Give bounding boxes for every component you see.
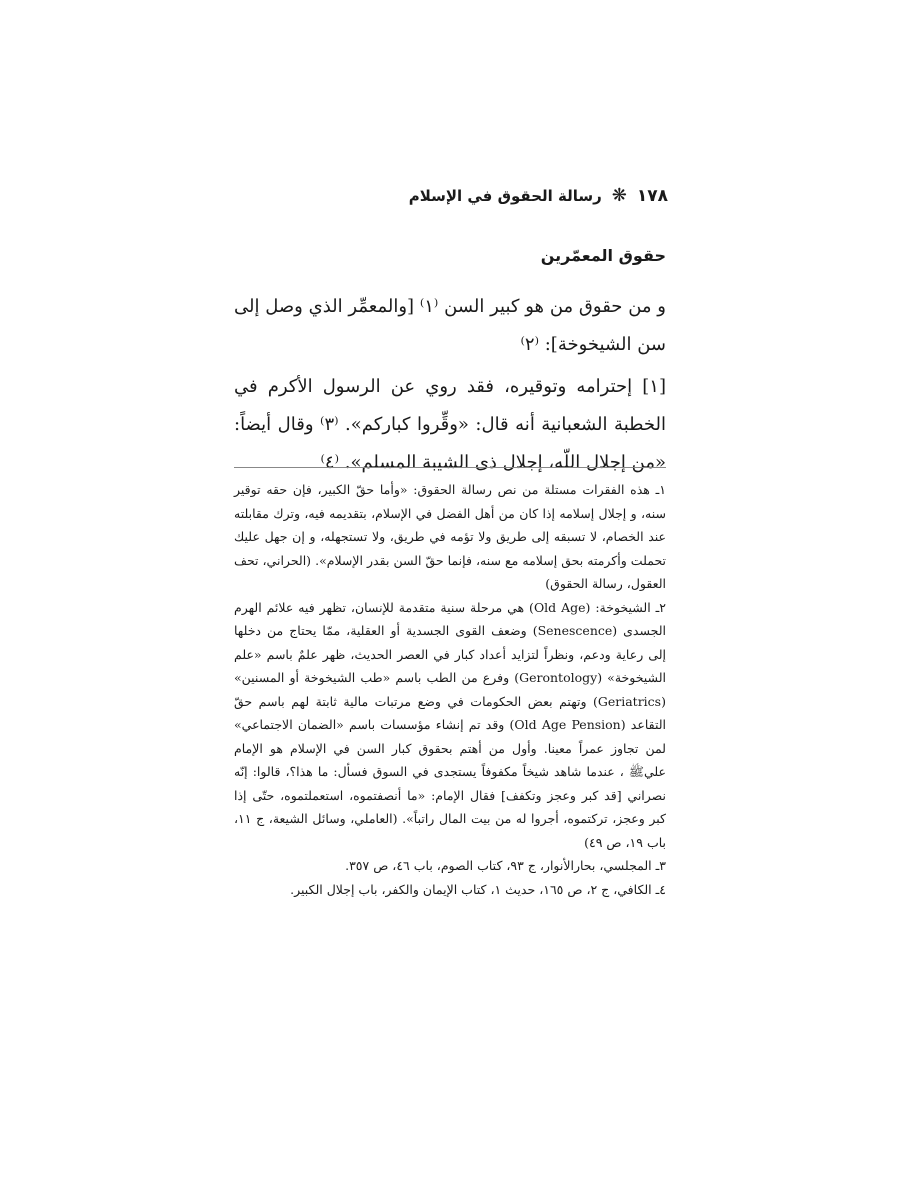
footnote-3: ٣ـ المجلسي، بحارالأنوار، ج ٩٣، كتاب الصوم، باب ٤٦، ص ٣٥٧.	[345, 858, 666, 873]
body-paragraph-1: و من حقوق من هو كبير السن ⁽١⁾ [والمعمِّر الذي وصل إلى سن الشيخوخة]: ⁽٢⁾	[234, 296, 666, 355]
flower-ornament-icon: ❋	[611, 185, 627, 206]
footnote-2: ٢ـ الشيخوخة: (Old Age) هي مرحلة سنية متقدمة للإنسان، تظهر فيه علائم الهرم الجسدى (Senescence) وضعف القوى الجسدية أو العقلية، ممّا يحتاج من دخلها إلى رعاية ودعم، ونظراً لتزايد أعداد كبار في العصر الحديث، ظهر علمٌ باسم «علم الشيخوخة» (Gerontology) وفرع من الطب باسم «طب الشيخوخة أو المسنين» (Geriatrics) وتهتم بعض الحكومات في وضع مرتبات مالية ثابتة لهم باسم حقّ التقاعد (Old Age Pension) وقد تم إنشاء مؤسسات باسم «الضمان الاجتماعي» لمن تجاوز عمراً معينا. وأول من أهتم بحقوق كبار السن في الإسلام هو الإمام عليﷺ ، عندما شاهد شيخاً مكفوفاً يستجدى في السوق فسأل: ما هذا؟، قالوا: إنّه نصراني [قد كبر وعجز وتكفف] فقال الإمام: «ما أنصفتموه، استعملتموه، حتّى إذا كبر وعجز، تركتموه، أجروا له من بيت المال راتباً». (العاملي، وسائل الشيعة، ج ١١، باب ١٩، ص ٤٩)	[234, 599, 666, 850]
body-text	[234, 288, 666, 486]
footnotes	[234, 478, 666, 901]
section-title: حقوق المعمّرين	[540, 246, 666, 265]
footnote-1: ١ـ هذه الفقرات مستلة من نص رسالة الحقوق: «وأما حقّ الكبير، فإن حقه توقير سنه، و إجلال إسلامه إذا كان من أهل الفضل في الإسلام، بتقديمه فيه، وترك مقابلته عند الخصام، لا تسبقه إلى طريق ولا تؤمه في طريق، ولا تستجهله، و إن جهل عليك تحملت وأكرمته بحق إسلامه مع سنه، فإنما حقّ السن بقدر الإسلام». (الحراني، تحف العقول، رسالة الحقوق)	[234, 482, 666, 591]
running-header	[232, 186, 668, 206]
book-title: رسالة الحقوق في الإسلام	[408, 187, 602, 205]
footnote-4: ٤ـ الكافي، ج ٢، ص ١٦٥، حديث ١، كتاب الإيمان والكفر، باب إجلال الكبير.	[290, 881, 666, 897]
body-paragraph-2: [١] إحترامه وتوقيره، فقد روي عن الرسول الأكرم في الخطبة الشعبانية أنه قال: «وقِّروا كباركم». ⁽٣⁾ وقال أيضاً: «من إجلال اللّه، إجلال ذى الشيبة المسلم». ⁽٤⁾	[234, 376, 666, 473]
page-number: ١٧٨	[636, 186, 668, 206]
footnote-divider	[234, 467, 666, 468]
